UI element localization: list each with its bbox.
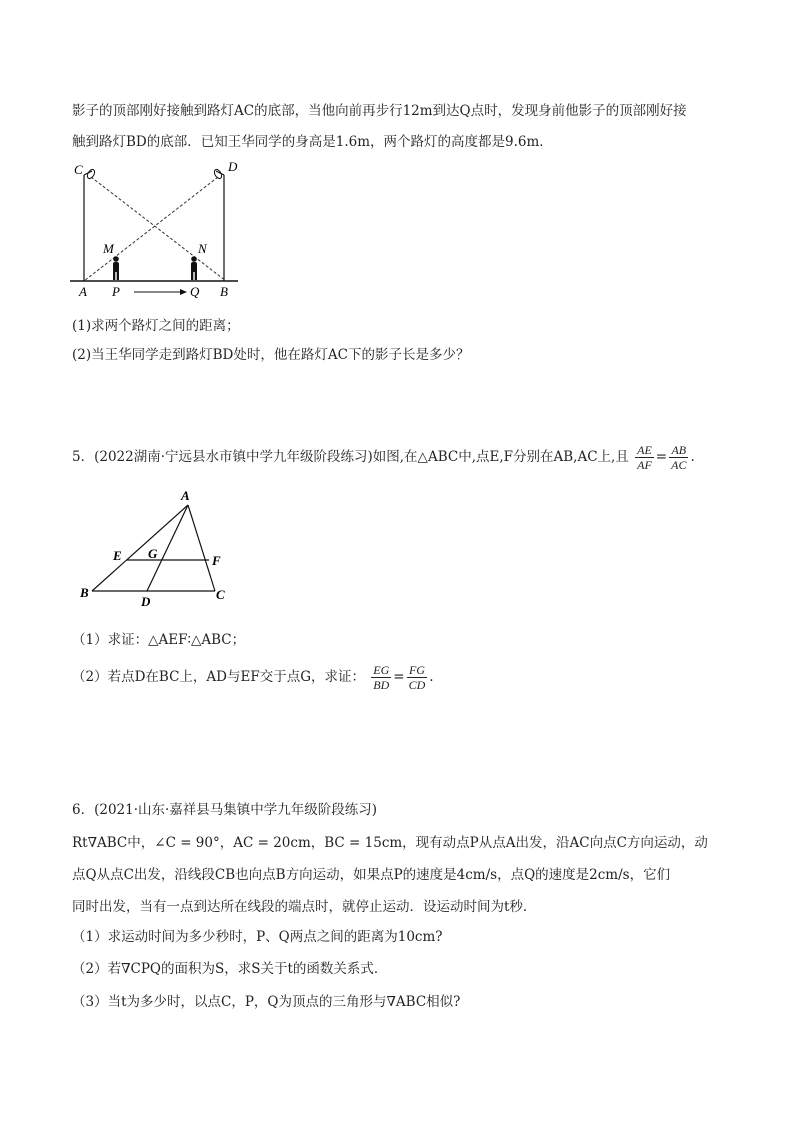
period: . [690, 449, 695, 465]
period: . [429, 669, 434, 685]
problem6-line1: Rt∇ABC中，∠C = 90°，AC = 20cm，BC = 15cm，现有动点P从点A出发，沿AC向点C方向运动，动 [72, 835, 708, 851]
problem5-question2 [72, 660, 434, 694]
fraction-ae-af [635, 443, 654, 472]
equals-sign: = [393, 669, 405, 685]
label-N: N [198, 241, 207, 256]
label-G: G [148, 546, 158, 561]
problem5-stem-text: 5．(2022湖南·宁远县水市镇中学九年级阶段练习)如图,在△ABC中,点E,F分别在AB,AC上,且 [72, 449, 629, 465]
label-A: A [79, 284, 87, 299]
problem6-line2: 点Q从点C出发，沿线段CB也向点B方向运动，如果点P的速度是4cm/s，点Q的速度是2cm/s，它们 [72, 867, 671, 883]
problem6-header: 6．(2021·山东·嘉祥县马集镇中学九年级阶段练习) [72, 802, 378, 818]
equals-sign: = [655, 449, 668, 465]
problem6-question3: （3）当t为多少时，以点C，P，Q为顶点的三角形与∇ABC相似? [72, 994, 461, 1010]
label-M: M [103, 241, 114, 256]
problem6-line3: 同时出发，当有一点到达所在线段的端点时，就停止运动．设运动时间为t秒． [72, 899, 537, 915]
label-F: F [212, 553, 221, 568]
fraction-ab-ac [669, 443, 688, 472]
frac-denominator: AC [671, 458, 687, 472]
label-C: C [216, 587, 225, 602]
problem4-question2: (2)当王华同学走到路灯BD处时，他在路灯AC下的影子长是多少？ [72, 347, 470, 363]
problem4-line1: 影子的顶部刚好接触到路灯AC的底部，当他向前再步行12m到达Q点时，发现身前他影子的顶部刚好接 [72, 103, 687, 119]
label-Q: Q [190, 284, 200, 299]
frac-denominator: CD [408, 678, 426, 692]
label-P: P [112, 284, 120, 299]
label-E: E [113, 548, 122, 563]
label-D: D [141, 594, 151, 609]
label-B: B [80, 585, 89, 600]
label-C: C [74, 162, 83, 177]
problem5-stem [72, 440, 695, 474]
problem4-question1: (1)求两个路灯之间的距离； [72, 318, 240, 334]
frac-numerator: AE [637, 443, 652, 457]
frac-numerator: EG [373, 663, 390, 677]
triangle-figure [72, 484, 242, 614]
label-B: B [220, 284, 228, 299]
problem5-question2-text: （2）若点D在BC上，AD与EF交于点G，求证： [72, 669, 365, 685]
problem5-question1: （1）求证：△AEF∶△ABC； [72, 632, 246, 648]
label-D: D [228, 159, 238, 174]
frac-denominator: BD [373, 678, 390, 692]
problem6-question2: （2）若∇CPQ的面积为S，求S关于t的函数关系式． [72, 961, 388, 977]
frac-denominator: AF [637, 458, 652, 472]
frac-numerator: AB [669, 443, 688, 458]
fraction-fg-cd [407, 663, 428, 692]
label-A: A [181, 488, 190, 503]
streetlight-figure [70, 155, 250, 300]
fraction-eg-bd [371, 663, 391, 692]
problem6-question1: （1）求运动时间为多少秒时，P、Q两点之间的距离为10cm? [72, 929, 443, 945]
problem4-line2: 触到路灯BD的底部．已知王华同学的身高是1.6m，两个路灯的高度都是9.6m． [72, 134, 553, 150]
frac-numerator: FG [407, 663, 428, 678]
